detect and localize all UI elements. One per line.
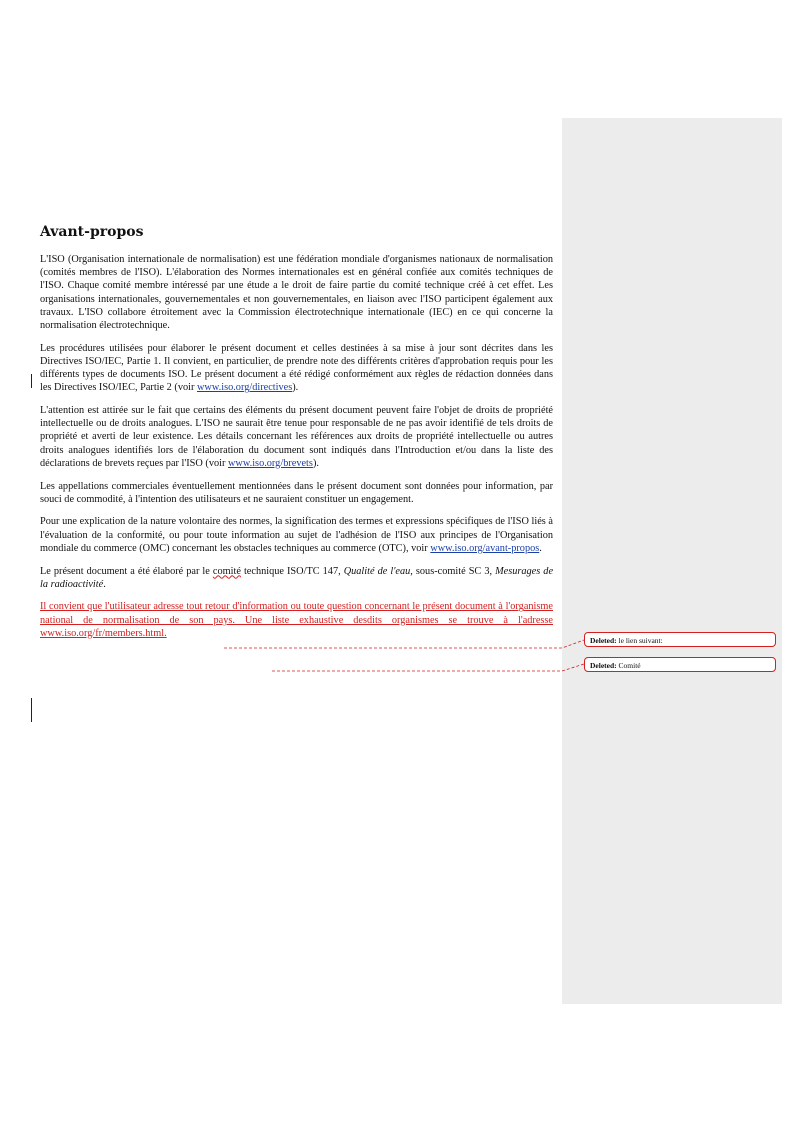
inserted-comma[interactable]: ,	[268, 355, 271, 367]
comment-balloon-deleted-lien[interactable]: Deleted: le lien suivant:	[584, 632, 776, 647]
paragraph-3: L'attention est attirée sur le fait que certains des éléments du présent document peuvent faire l'objet de droits de propriété intellectuelle ou de droits analogues. L'ISO ne saurait être tenue pour responsable de ne pas avoir identifié de tels droits de propriété et averti de leur existence. Les détails concernant les références aux droits de propriété intellectuelle ou autres droits analogues identifiés lors de l'élaboration du document sont indiqués dans l'Introduction et/ou dans la liste des déclarations de brevets reçues par l'ISO (voir www.iso.org/brevets).	[40, 405, 553, 469]
paragraph-2: Les procédures utilisées pour élaborer le présent document et celles destinées à sa mise à jour sont décrites dans les Directives ISO/IEC, Partie 1. Il convient, en particulier, de prendre note des différents critères d'approbation requis pour les différents types de documents ISO. Le présent document a été rédigé conformément aux règles de rédaction données dans les Directives ISO/IEC, Partie 2 (voir www.iso.org/directives).	[40, 342, 553, 394]
paragraph-4: Les appellations commerciales éventuellement mentionnées dans le présent document sont données pour information, par souci de commodité, à l'intention des utilisateurs et ne sauraient constituer un engagement.	[40, 480, 553, 505]
paragraph-7-inserted[interactable]: Il convient que l'utilisateur adresse tout retour d'information ou toute question concernant le présent document à l'organisme national de normalisation de son pays. Une liste exhaustive desdits organismes se trouve à l'adresse www.iso.org/fr/members.html.	[40, 601, 553, 639]
page-title: Avant-propos	[40, 224, 144, 240]
directives-link[interactable]: www.iso.org/directives	[197, 382, 293, 394]
paragraph-1: L'ISO (Organisation internationale de normalisation) est une fédération mondiale d'organismes nationaux de normalisation (comités membres de l'ISO). L'élaboration des Normes internationales est en général confiée aux comités techniques de l'ISO. Chaque comité membre intéressé par une étude a le droit de faire partie du comité technique créé à cet effet. Les organisations internationales, gouvernementales et non gouvernementales, en liaison avec l'ISO participent également aux travaux. L'ISO collabore étroitement avec la Commission électrotechnique internationale (IEC) en ce qui concerne la normalisation électrotechnique.	[40, 254, 553, 332]
comment-balloon-deleted-comite[interactable]: Deleted: Comité	[584, 657, 776, 672]
connector-1	[224, 640, 584, 648]
avant-propos-link[interactable]: www.iso.org/avant-propos	[430, 542, 540, 554]
paragraph-6: Le présent document a été élaboré par le comité technique ISO/TC 147, Qualité de l'eau, sous-comité SC 3, Mesurages de la radioactivité.	[40, 565, 554, 590]
brevets-link[interactable]: www.iso.org/brevets	[227, 457, 313, 469]
paragraph-5: Pour une explication de la nature volontaire des normes, la signification des termes et expressions spécifiques de l'ISO liés à l'évaluation de la conformité, ou pour toute information au sujet de l'adhésion de l'ISO aux principes de l'Organisation mondiale du commerce (OMC) concernant les obstacles techniques au commerce (OTC), voir www.iso.org/avant-propos.	[40, 516, 553, 554]
comite-word[interactable]: comité	[212, 565, 241, 577]
connector-2	[272, 664, 584, 671]
